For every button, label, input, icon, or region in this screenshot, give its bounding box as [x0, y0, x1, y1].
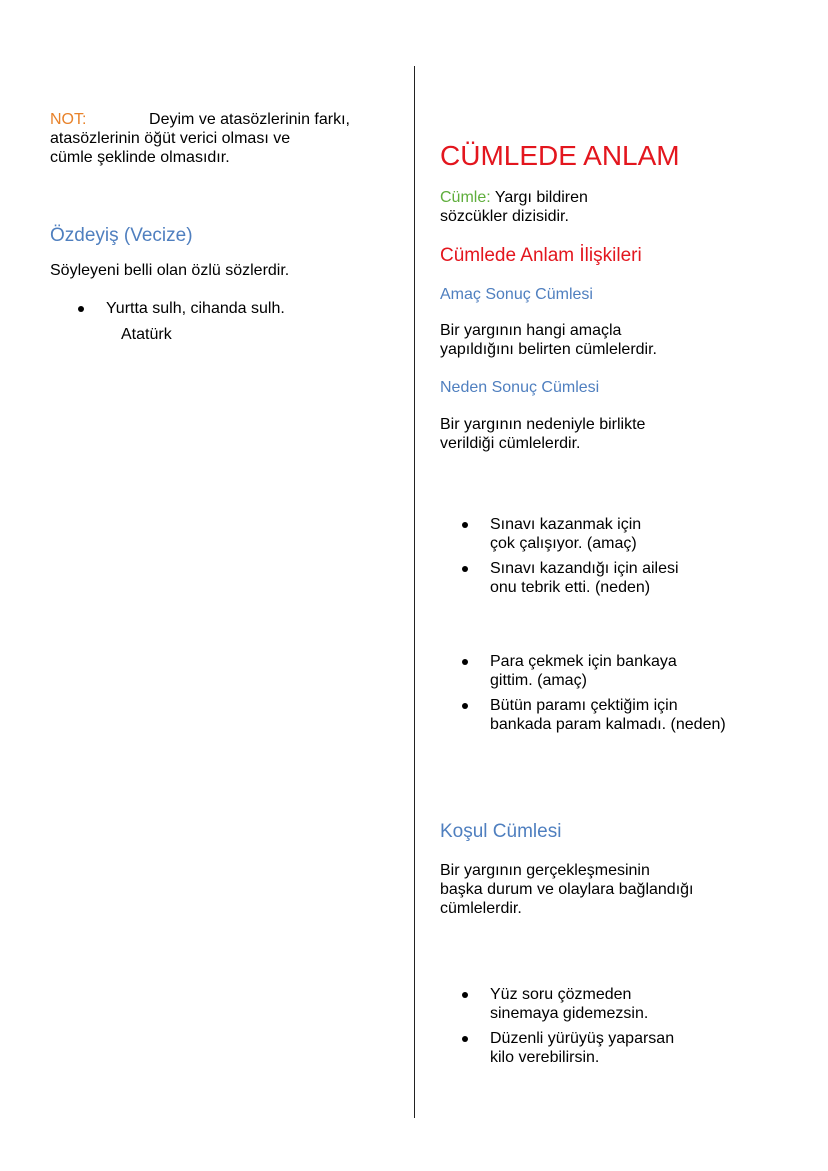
cumle-line2: sözcükler dizisidir.: [440, 208, 569, 225]
note-line2: atasözlerinin öğüt verici olması ve: [50, 130, 291, 147]
kosul-definition: [440, 861, 694, 918]
list-item: [462, 515, 679, 553]
vecize-heading: Özdeyiş (Vecize): [50, 225, 193, 246]
vecize-definition: Söyleyeni belli olan özlü sözlerdir.: [50, 262, 290, 279]
bullet-icon: [462, 992, 468, 998]
amac-line1: Bir yargının hangi amaçla: [440, 322, 622, 339]
amac-line2: yapıldığını belirten cümlelerdir.: [440, 341, 657, 358]
bullet-icon: [462, 522, 468, 528]
list-item: [462, 559, 679, 597]
examples-group2: [462, 652, 726, 734]
example-line: çok çalışıyor. (amaç): [490, 535, 637, 552]
example-line: Düzenli yürüyüş yaparsan: [490, 1030, 675, 1047]
page-title: CÜMLEDE ANLAM: [440, 140, 680, 171]
neden-line2: verildiği cümlelerdir.: [440, 435, 581, 452]
example-line: Sınavı kazandığı için ailesi: [490, 560, 679, 577]
list-item: [78, 299, 285, 318]
bullet-icon: [462, 659, 468, 665]
bullet-icon: [462, 566, 468, 572]
example-line: Para çekmek için bankaya: [490, 653, 677, 670]
note-paragraph: [50, 110, 350, 167]
cumle-label: Cümle:: [440, 189, 491, 206]
kosul-line2: başka durum ve olaylara bağlandığı: [440, 881, 694, 898]
vecize-example-list: [78, 299, 285, 318]
example-line: Bütün paramı çektiğim için: [490, 697, 678, 714]
example-line: bankada param kalmadı. (neden): [490, 716, 726, 733]
bullet-icon: [462, 703, 468, 709]
list-item: [462, 1029, 674, 1067]
example-line: Sınavı kazanmak için: [490, 516, 642, 533]
neden-definition: [440, 415, 645, 453]
note-label: NOT:: [50, 111, 87, 128]
vecize-author: Atatürk: [121, 326, 172, 343]
list-item: [462, 652, 726, 690]
examples-group3: [462, 985, 674, 1067]
example-line: onu tebrik etti. (neden): [490, 579, 651, 596]
amac-definition: [440, 321, 657, 359]
cumle-definition: [440, 188, 588, 226]
amac-heading: Amaç Sonuç Cümlesi: [440, 286, 593, 303]
kosul-line3: cümlelerdir.: [440, 900, 522, 917]
relations-heading: Cümlede Anlam İlişkileri: [440, 245, 642, 266]
bullet-icon: [78, 306, 84, 312]
example-line: gittim. (amaç): [490, 672, 587, 689]
example-line: sinemaya gidemezsin.: [490, 1005, 649, 1022]
column-divider: [414, 66, 415, 1118]
neden-heading: Neden Sonuç Cümlesi: [440, 379, 600, 396]
kosul-line1: Bir yargının gerçekleşmesinin: [440, 862, 650, 879]
note-line3: cümle şeklinde olmasıdır.: [50, 149, 230, 166]
cumle-line1: Yargı bildiren: [494, 189, 588, 206]
note-line1: Deyim ve atasözlerinin farkı,: [149, 111, 350, 128]
example-line: Yüz soru çözmeden: [490, 986, 632, 1003]
list-item: [462, 696, 726, 734]
bullet-icon: [462, 1036, 468, 1042]
neden-line1: Bir yargının nedeniyle birlikte: [440, 416, 646, 433]
example-line: kilo verebilirsin.: [490, 1049, 600, 1066]
vecize-example: Yurtta sulh, cihanda sulh.: [106, 300, 285, 317]
examples-group1: [462, 515, 679, 597]
kosul-heading: Koşul Cümlesi: [440, 821, 562, 842]
list-item: [462, 985, 674, 1023]
